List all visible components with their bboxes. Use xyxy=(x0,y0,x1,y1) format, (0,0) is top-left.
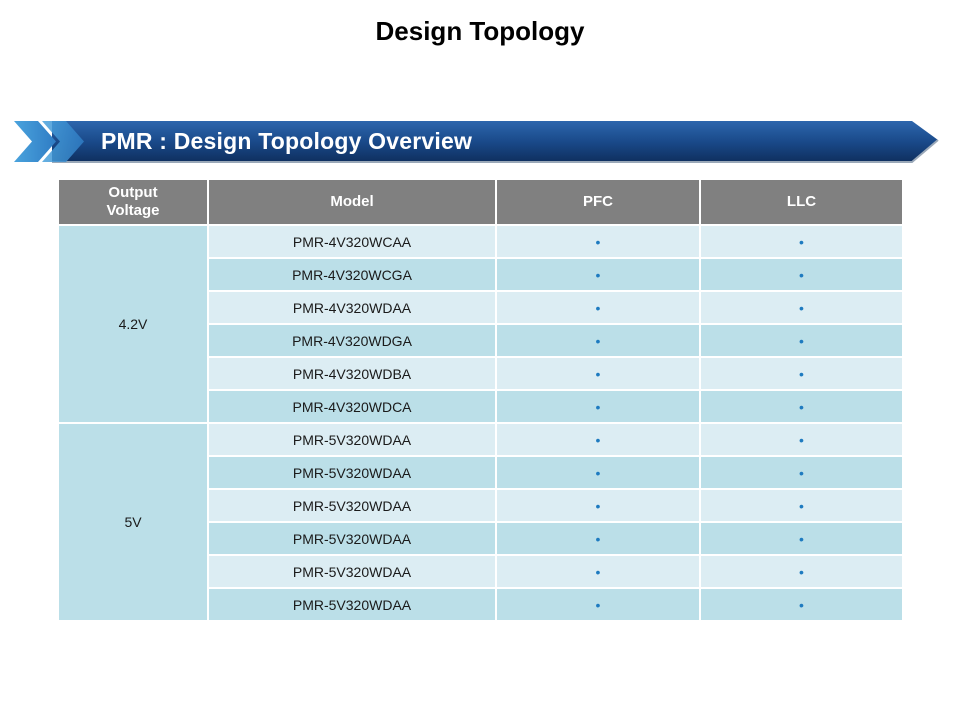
model-cell: PMR-4V320WCGA xyxy=(208,258,496,291)
bullet-mark: • xyxy=(595,596,601,613)
bullet-mark: • xyxy=(799,596,804,613)
bullet-mark: • xyxy=(799,398,804,415)
header-output-voltage: Output Voltage xyxy=(58,179,208,225)
bullet-mark: • xyxy=(799,332,804,349)
bullet-mark: • xyxy=(799,530,804,547)
model-cell: PMR-5V320WDAA xyxy=(208,522,496,555)
bullet-mark: • xyxy=(595,266,601,283)
pfc-cell xyxy=(496,522,700,555)
pfc-cell xyxy=(496,291,700,324)
bullet-mark: • xyxy=(799,563,804,580)
llc-cell xyxy=(700,390,903,423)
bullet-mark: • xyxy=(799,233,804,250)
bullet-mark: • xyxy=(799,497,804,514)
bullet-mark: • xyxy=(595,398,601,415)
model-cell: PMR-5V320WDAA xyxy=(208,423,496,456)
model-cell: PMR-4V320WDGA xyxy=(208,324,496,357)
llc-cell xyxy=(700,489,903,522)
bullet-mark: • xyxy=(799,299,804,316)
bullet-mark: • xyxy=(799,266,804,283)
llc-cell xyxy=(700,423,903,456)
table-row xyxy=(58,423,903,456)
bullet-mark: • xyxy=(595,497,601,514)
pfc-cell xyxy=(496,423,700,456)
bullet-mark: • xyxy=(799,431,804,448)
model-cell: PMR-5V320WDAA xyxy=(208,456,496,489)
pfc-cell xyxy=(496,489,700,522)
pfc-cell xyxy=(496,258,700,291)
model-cell: PMR-4V320WDCA xyxy=(208,390,496,423)
design-topology-table xyxy=(57,178,904,622)
llc-cell xyxy=(700,357,903,390)
model-cell: PMR-5V320WDAA xyxy=(208,555,496,588)
header-llc: LLC xyxy=(700,179,903,225)
bullet-mark: • xyxy=(595,233,601,250)
voltage-cell: 4.2V xyxy=(58,225,208,423)
bullet-mark: • xyxy=(799,464,804,481)
bullet-mark: • xyxy=(799,365,804,382)
pfc-cell xyxy=(496,324,700,357)
table-row xyxy=(58,225,903,258)
table-header-row xyxy=(58,179,903,225)
header-pfc: PFC xyxy=(496,179,700,225)
bullet-mark: • xyxy=(595,332,601,349)
llc-cell xyxy=(700,555,903,588)
bullet-mark: • xyxy=(595,464,601,481)
llc-cell xyxy=(700,258,903,291)
bullet-mark: • xyxy=(595,365,601,382)
section-banner xyxy=(12,118,942,168)
llc-cell xyxy=(700,225,903,258)
llc-cell xyxy=(700,324,903,357)
pfc-cell xyxy=(496,588,700,621)
model-cell: PMR-4V320WDAA xyxy=(208,291,496,324)
pfc-cell xyxy=(496,357,700,390)
model-cell: PMR-4V320WDBA xyxy=(208,357,496,390)
bullet-mark: • xyxy=(595,431,601,448)
llc-cell xyxy=(700,456,903,489)
llc-cell xyxy=(700,588,903,621)
banner-title: PMR : Design Topology Overview xyxy=(101,128,473,154)
voltage-cell: 5V xyxy=(58,423,208,621)
pfc-cell xyxy=(496,225,700,258)
model-cell: PMR-5V320WDAA xyxy=(208,588,496,621)
model-cell: PMR-5V320WDAA xyxy=(208,489,496,522)
pfc-cell xyxy=(496,390,700,423)
llc-cell xyxy=(700,291,903,324)
bullet-mark: • xyxy=(595,530,601,547)
llc-cell xyxy=(700,522,903,555)
pfc-cell xyxy=(496,456,700,489)
model-cell: PMR-4V320WCAA xyxy=(208,225,496,258)
page-title: Design Topology xyxy=(375,16,585,46)
pfc-cell xyxy=(496,555,700,588)
header-model: Model xyxy=(208,179,496,225)
bullet-mark: • xyxy=(595,563,601,580)
bullet-mark: • xyxy=(595,299,601,316)
